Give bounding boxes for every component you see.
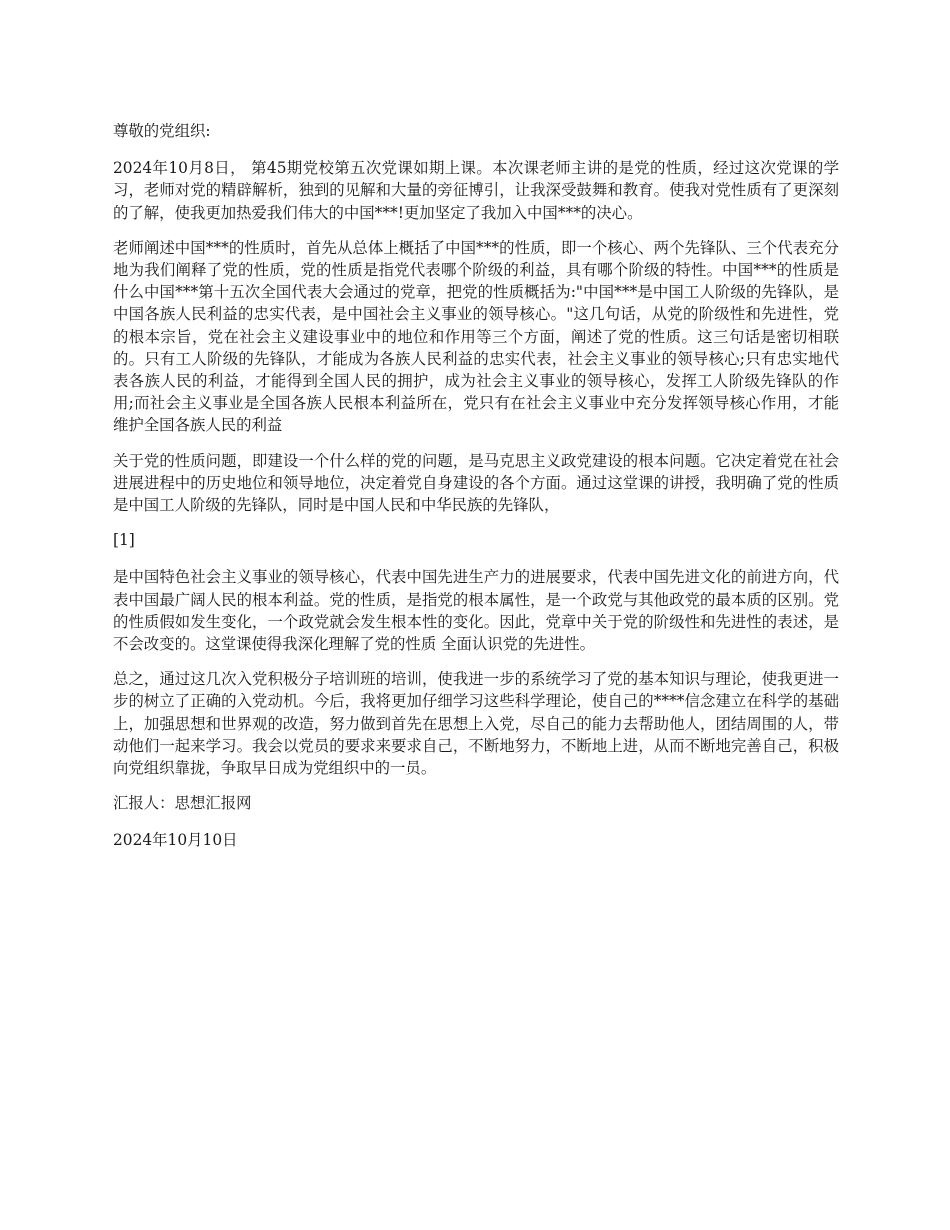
- paragraph-leadership-core: 是中国特色社会主义事业的领导核心，代表中国先进生产力的进展要求，代表中国先进文化的前进方向，代表中国最广阔人民的根本利益。党的性质，是指党的根本属性，是一个政党与其他政党的最本质的区别。党的性质假如发生变化，一个政党就会发生根本性的变化。因此，党章中关于党的阶级性和先进性的表述，是不会改变的。这堂课使得我深化理解了党的性质 全面认识党的先进性。: [113, 568, 839, 654]
- paragraph-party-building: 关于党的性质问题，即建设一个什么样的党的问题，是马克思主义政党建设的根本问题。它决定着党在社会进展进程中的历史地位和领导地位，决定着党自身建设的各个方面。通过这堂课的讲授，我明确了党的性质是中国工人阶级的先锋队，同时是中国人民和中华民族的先锋队，: [113, 451, 839, 515]
- signer-line: 汇报人：思想汇报网: [113, 794, 252, 813]
- paragraph-conclusion: 总之，通过这几次入党积极分子培训班的培训，使我进一步的系统学习了党的基本知识与理论，使我更进一步的树立了正确的入党动机。今后，我将更加仔细学习这些科学理论，使自己的****信念建立在科学的基础上，加强思想和世界观的改造，努力做到首先在思想上入党，尽自己的能力去帮助他人，团结周围的人，带动他们一起来学习。我会以党员的要求来要求自己，不断地努力，不断地上进，从而不断地完善自己，积极向党组织靠拢，争取早日成为党组织中的一员。: [113, 670, 839, 778]
- salutation: 尊敬的党组织:: [113, 122, 211, 140]
- footnote-mark: [1]: [113, 531, 135, 550]
- date-line: 2024年10月10日: [113, 831, 238, 850]
- paragraph-party-nature: 老师阐述中国***的性质时，首先从总体上概括了中国***的性质，即一个核心、两个先锋队、三个代表充分地为我们阐释了党的性质，党的性质是指党代表哪个阶级的利益，具有哪个阶级的特性。中国***的性质是什么中国***第十五次全国代表大会通过的党章，把党的性质概括为:"中国***是中国工人阶级的先锋队，是中国各族人民利益的忠实代表，是中国社会主义事业的领导核心。"这几句话，从党的阶级性和先进性，党的根本宗旨，党在社会主义建设事业中的地位和作用等三个方面，阐述了党的性质。这三句话是密切相联的。只有工人阶级的先锋队，才能成为各族人民利益的忠实代表，社会主义事业的领导核心;只有忠实地代表各族人民的利益，才能得到全国人民的拥护，成为社会主义事业的领导核心，发挥工人阶级先锋队的作用;而社会主义事业是全国各族人民根本利益所在，党只有在社会主义事业中充分发挥领导核心作用，才能维护全国各族人民的利益: [113, 238, 839, 435]
- paragraph-class-summary: 2024年10月8日， 第45期党校第五次党课如期上课。本次课老师主讲的是党的性质，经过这次党课的学习，老师对党的精辟解析，独到的见解和大量的旁征博引，让我深受鼓舞和教育。使我对党性质有了更深刻的了解，使我更加热爱我们伟大的中国***!更加坚定了我加入中国***的决心。: [113, 159, 839, 222]
- document-page: [113, 120, 839, 865]
